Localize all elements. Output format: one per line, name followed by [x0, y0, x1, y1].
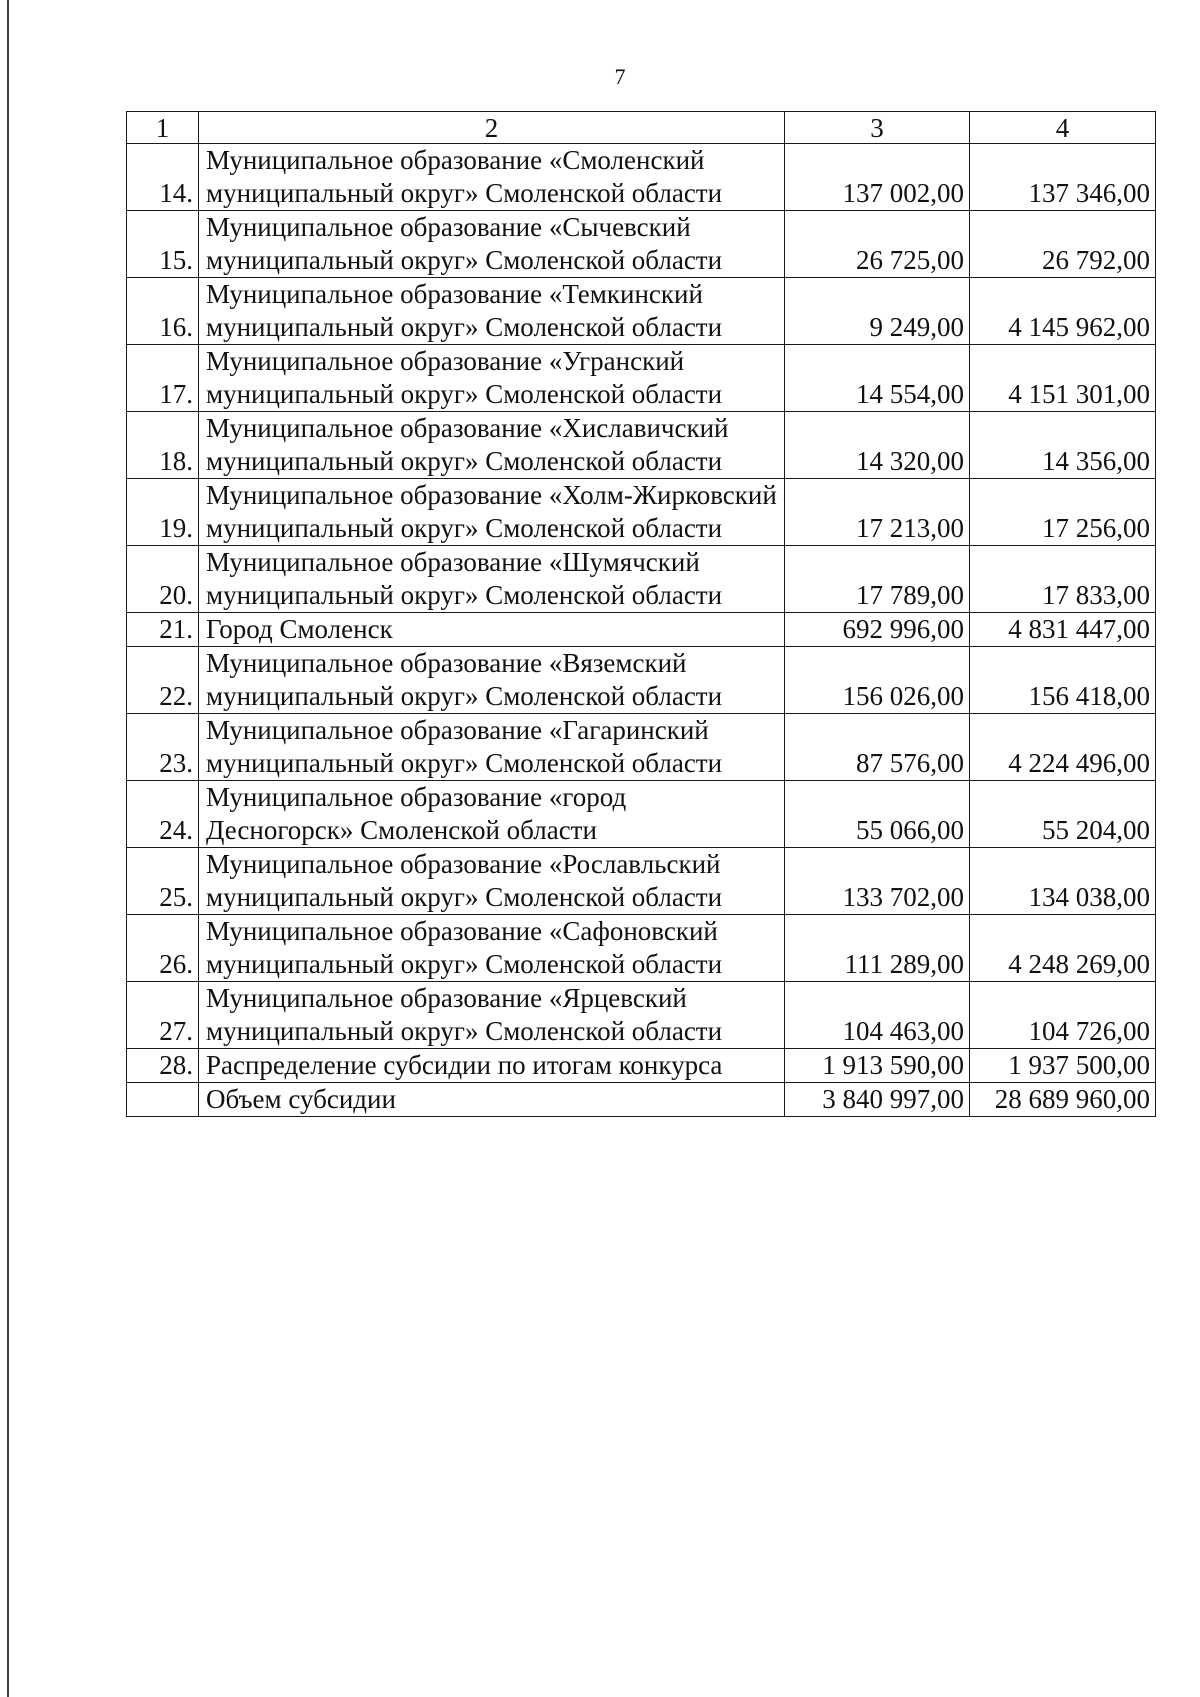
municipality-name: Муниципальное образование «Рославльский муниципальный округ» Смоленской области: [199, 848, 785, 915]
value-col3: 137 002,00: [785, 144, 970, 211]
row-number: 19.: [127, 479, 199, 546]
total-label: Объем субсидии: [199, 1083, 785, 1117]
table-row: [127, 412, 1156, 479]
value-col3: 104 463,00: [785, 982, 970, 1049]
row-number: 14.: [127, 144, 199, 211]
municipality-name: Муниципальное образование «Ярцевский муниципальный округ» Смоленской области: [199, 982, 785, 1049]
value-col3: 9 249,00: [785, 278, 970, 345]
total-col3: 3 840 997,00: [785, 1083, 970, 1117]
value-col3: 156 026,00: [785, 647, 970, 714]
value-col4: 14 356,00: [970, 412, 1156, 479]
municipality-name: Муниципальное образование «Гагаринский муниципальный округ» Смоленской области: [199, 714, 785, 781]
row-number: 18.: [127, 412, 199, 479]
table-row: [127, 479, 1156, 546]
value-col3: 55 066,00: [785, 781, 970, 848]
municipality-name: Муниципальное образование «Темкинский муниципальный округ» Смоленской области: [199, 278, 785, 345]
value-col3: 17 213,00: [785, 479, 970, 546]
table-row: [127, 546, 1156, 613]
value-col4: 1 937 500,00: [970, 1049, 1156, 1083]
row-number: 16.: [127, 278, 199, 345]
value-col3: 1 913 590,00: [785, 1049, 970, 1083]
value-col3: 111 289,00: [785, 915, 970, 982]
total-row: [127, 1083, 1156, 1117]
municipality-name: Муниципальное образование «Хиславичский муниципальный округ» Смоленской области: [199, 412, 785, 479]
value-col3: 26 725,00: [785, 211, 970, 278]
table-row: [127, 915, 1156, 982]
value-col3: 17 789,00: [785, 546, 970, 613]
row-number: 28.: [127, 1049, 199, 1083]
value-col3: 14 320,00: [785, 412, 970, 479]
header-cell: 2: [199, 112, 785, 144]
value-col4: 26 792,00: [970, 211, 1156, 278]
value-col4: 4 248 269,00: [970, 915, 1156, 982]
table-row: [127, 211, 1156, 278]
value-col4: 104 726,00: [970, 982, 1156, 1049]
row-number: 25.: [127, 848, 199, 915]
value-col4: 4 224 496,00: [970, 714, 1156, 781]
table-row: [127, 781, 1156, 848]
row-number: [127, 1083, 199, 1117]
municipality-name: Муниципальное образование «Вяземский муниципальный округ» Смоленской области: [199, 647, 785, 714]
municipality-name: Муниципальное образование «Смоленский муниципальный округ» Смоленской области: [199, 144, 785, 211]
table-row: [127, 345, 1156, 412]
row-number: 21.: [127, 613, 199, 647]
scan-edge-line: [7, 0, 9, 1697]
municipality-name: Муниципальное образование «Сафоновский муниципальный округ» Смоленской области: [199, 915, 785, 982]
row-number: 23.: [127, 714, 199, 781]
value-col4: 137 346,00: [970, 144, 1156, 211]
value-col4: 156 418,00: [970, 647, 1156, 714]
municipality-name: Муниципальное образование «Шумячский муниципальный округ» Смоленской области: [199, 546, 785, 613]
row-number: 22.: [127, 647, 199, 714]
total-col4: 28 689 960,00: [970, 1083, 1156, 1117]
value-col4: 134 038,00: [970, 848, 1156, 915]
table-row: [127, 714, 1156, 781]
municipality-name: Распределение субсидии по итогам конкурса: [199, 1049, 785, 1083]
table-row: [127, 144, 1156, 211]
table-row: [127, 278, 1156, 345]
value-col4: 4 831 447,00: [970, 613, 1156, 647]
header-cell: 4: [970, 112, 1156, 144]
row-number: 26.: [127, 915, 199, 982]
value-col4: 4 151 301,00: [970, 345, 1156, 412]
municipality-name: Муниципальное образование «город Десногорск» Смоленской области: [199, 781, 785, 848]
municipality-name: Муниципальное образование «Холм-Жирковский муниципальный округ» Смоленской области: [199, 479, 785, 546]
value-col3: 133 702,00: [785, 848, 970, 915]
row-number: 24.: [127, 781, 199, 848]
value-col3: 87 576,00: [785, 714, 970, 781]
municipality-name: Муниципальное образование «Угранский муниципальный округ» Смоленской области: [199, 345, 785, 412]
table-row: [127, 982, 1156, 1049]
table-row: [127, 848, 1156, 915]
subsidy-table: [126, 111, 1156, 1117]
table-row: [127, 647, 1156, 714]
page-number: 7: [614, 64, 626, 89]
header-cell: 1: [127, 112, 199, 144]
row-number: 20.: [127, 546, 199, 613]
municipality-name: Муниципальное образование «Сычевский муниципальный округ» Смоленской области: [199, 211, 785, 278]
value-col4: 17 256,00: [970, 479, 1156, 546]
value-col3: 692 996,00: [785, 613, 970, 647]
table-row: [127, 613, 1156, 647]
table-row: [127, 1049, 1156, 1083]
value-col4: 17 833,00: [970, 546, 1156, 613]
row-number: 17.: [127, 345, 199, 412]
value-col4: 55 204,00: [970, 781, 1156, 848]
value-col3: 14 554,00: [785, 345, 970, 412]
municipality-name: Город Смоленск: [199, 613, 785, 647]
header-cell: 3: [785, 112, 970, 144]
row-number: 15.: [127, 211, 199, 278]
row-number: 27.: [127, 982, 199, 1049]
value-col4: 4 145 962,00: [970, 278, 1156, 345]
table-header-row: [127, 112, 1156, 144]
